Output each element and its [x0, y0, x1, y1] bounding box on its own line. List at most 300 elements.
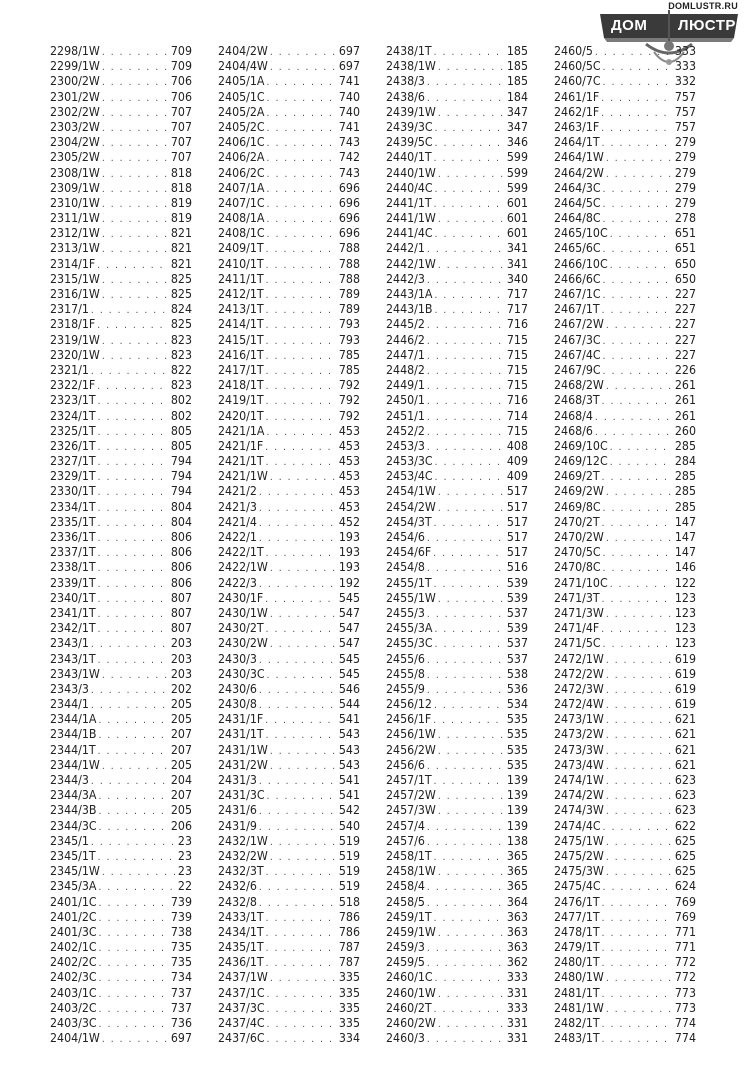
- index-entry: [554, 667, 696, 682]
- article-code: 2401/3C: [50, 924, 97, 939]
- index-entry: [554, 469, 696, 484]
- article-code: 2402/2C: [50, 955, 97, 970]
- index-entry: [554, 317, 696, 332]
- leader-dots: [427, 242, 505, 257]
- leader-dots: [259, 804, 337, 819]
- article-code: 2458/1T: [386, 848, 432, 863]
- index-entry: [386, 925, 528, 940]
- leader-dots: [602, 592, 673, 607]
- article-code: 2406/2A: [218, 150, 265, 165]
- page-number: 335: [338, 970, 360, 985]
- index-entry: [386, 758, 528, 773]
- page-number: 346: [506, 135, 528, 150]
- page-number: 821: [170, 226, 192, 241]
- index-entry: [50, 636, 192, 651]
- article-code: 2474/2W: [554, 788, 604, 803]
- article-code: 2406/2C: [218, 165, 265, 180]
- leader-dots: [603, 288, 673, 303]
- article-code: 2430/1W: [218, 605, 268, 620]
- index-entry: [554, 758, 696, 773]
- leader-dots: [427, 75, 505, 90]
- page-number: 789: [338, 302, 360, 317]
- index-entry: [50, 333, 192, 348]
- article-code: 2449/1: [386, 378, 425, 393]
- leader-dots: [267, 1002, 337, 1017]
- article-code: 2466/10C: [554, 256, 608, 271]
- article-code: 2446/2: [386, 332, 425, 347]
- article-code: 2480/1W: [554, 970, 604, 985]
- page-number: 543: [338, 757, 360, 772]
- index-entry: [218, 530, 360, 545]
- leader-dots: [266, 622, 337, 637]
- article-code: 2454/1W: [386, 484, 436, 499]
- leader-dots: [266, 410, 337, 425]
- article-code: 2431/3C: [218, 788, 265, 803]
- leader-dots: [610, 227, 673, 242]
- leader-dots: [427, 394, 505, 409]
- page-number: 543: [338, 727, 360, 742]
- article-code: 2404/2W: [218, 44, 268, 58]
- article-code: 2467/1C: [554, 287, 601, 301]
- page-number: 347: [506, 119, 528, 134]
- index-entry: [218, 439, 360, 454]
- index-entry: [218, 363, 360, 378]
- page-number: 787: [338, 940, 360, 955]
- article-code: 2475/3W: [554, 864, 604, 879]
- page-number: 204: [170, 773, 192, 787]
- page-number: 279: [674, 180, 696, 195]
- leader-dots: [259, 896, 337, 911]
- index-entry: [386, 211, 528, 226]
- index-entry: [554, 864, 696, 879]
- article-code: 2455/1T: [386, 575, 432, 590]
- index-entry: [386, 895, 528, 910]
- leader-dots: [98, 531, 169, 546]
- page-number: 203: [170, 666, 192, 681]
- leader-dots: [610, 258, 673, 273]
- article-code: 2437/3C: [218, 1000, 265, 1015]
- article-code: 2338/1T: [50, 560, 96, 575]
- index-entry: [386, 272, 528, 287]
- page-number: 735: [170, 940, 192, 955]
- index-entry: [554, 652, 696, 667]
- index-entry: [554, 166, 696, 181]
- article-code: 2435/1T: [218, 940, 264, 955]
- article-code: 2447/1: [386, 347, 425, 362]
- page-number: 23: [177, 864, 192, 879]
- index-entry: [386, 545, 528, 560]
- page-number: 757: [674, 119, 696, 134]
- index-entry: [50, 135, 192, 150]
- index-entry: [386, 181, 528, 196]
- index-entry: [218, 1001, 360, 1016]
- article-code: 2480/1T: [554, 955, 600, 970]
- leader-dots: [435, 971, 505, 986]
- leader-dots: [102, 288, 169, 303]
- index-entry: [386, 454, 528, 469]
- leader-dots: [427, 334, 505, 349]
- article-code: 2469/12C: [554, 454, 608, 469]
- index-entry: [554, 788, 696, 803]
- article-code: 2475/1W: [554, 833, 604, 848]
- page-number: 547: [338, 636, 360, 651]
- article-code: 2452/2: [386, 423, 425, 438]
- page-number: 516: [506, 560, 528, 575]
- leader-dots: [595, 425, 673, 440]
- page-number: 601: [506, 226, 528, 241]
- leader-dots: [435, 227, 505, 242]
- article-code: 2316/1W: [50, 287, 100, 301]
- leader-dots: [438, 744, 505, 759]
- article-code: 2475/2W: [554, 848, 604, 863]
- article-code: 2467/9C: [554, 362, 601, 377]
- index-entry: [554, 454, 696, 469]
- leader-dots: [602, 956, 673, 971]
- index-entry: [218, 621, 360, 636]
- page-number: 716: [506, 393, 528, 408]
- page-number: 519: [338, 848, 360, 863]
- page-number: 825: [170, 271, 192, 286]
- page-number: 138: [506, 833, 528, 848]
- index-entry: [554, 272, 696, 287]
- index-entry: [386, 90, 528, 105]
- leader-dots: [438, 212, 505, 227]
- page-number: 625: [674, 848, 696, 863]
- index-entry: [218, 196, 360, 211]
- page-number: 335: [338, 985, 360, 1000]
- page-number: 139: [506, 788, 528, 803]
- page-number: 279: [674, 195, 696, 210]
- article-code: 2323/1T: [50, 393, 96, 408]
- leader-dots: [601, 121, 673, 136]
- index-entry: [50, 317, 192, 332]
- index-entry: [386, 910, 528, 925]
- leader-dots: [427, 653, 505, 668]
- article-code: 2439/3C: [386, 119, 433, 134]
- article-code: 2421/4: [218, 514, 257, 529]
- page-number: 517: [506, 499, 528, 514]
- article-code: 2320/1W: [50, 347, 100, 362]
- leader-dots: [98, 607, 169, 622]
- index-entry: [50, 758, 192, 773]
- page-number: 227: [674, 332, 696, 347]
- index-entry: [554, 697, 696, 712]
- article-code: 2456/1F: [386, 712, 432, 727]
- page-number: 771: [674, 924, 696, 939]
- leader-dots: [602, 1032, 673, 1047]
- article-code: 2311/1W: [50, 211, 100, 226]
- index-entry: [50, 834, 192, 849]
- page-number: 621: [674, 727, 696, 742]
- leader-dots: [606, 850, 673, 865]
- index-entry: [386, 484, 528, 499]
- page-number: 278: [674, 211, 696, 226]
- index-entry: [218, 819, 360, 834]
- article-code: 2470/8C: [554, 560, 601, 575]
- article-code: 2438/6: [386, 89, 425, 104]
- leader-dots: [102, 60, 169, 75]
- index-entry: [50, 105, 192, 120]
- article-code: 2430/1F: [218, 590, 264, 605]
- leader-dots: [603, 212, 673, 227]
- article-code: 2450/1: [386, 393, 425, 408]
- leader-dots: [267, 789, 337, 804]
- article-code: 2309/1W: [50, 180, 100, 195]
- article-code: 2473/4W: [554, 757, 604, 772]
- article-code: 2298/1W: [50, 44, 100, 58]
- page-number: 769: [674, 894, 696, 909]
- index-entry: [386, 560, 528, 575]
- page-number: 806: [170, 545, 192, 560]
- article-code: 2431/1F: [218, 712, 264, 727]
- article-code: 2473/1W: [554, 712, 604, 727]
- page-number: 539: [506, 621, 528, 636]
- article-code: 2459/1W: [386, 924, 436, 939]
- article-code: 2405/1C: [218, 89, 265, 104]
- page-number: 739: [170, 909, 192, 924]
- article-code: 2411/1T: [218, 271, 264, 286]
- leader-dots: [99, 820, 169, 835]
- page-number: 773: [674, 985, 696, 1000]
- index-entry: [50, 910, 192, 925]
- leader-dots: [266, 379, 337, 394]
- leader-dots: [102, 668, 169, 683]
- leader-dots: [438, 106, 505, 121]
- index-entry: [50, 986, 192, 1001]
- leader-dots: [270, 60, 337, 75]
- page-number: 621: [674, 712, 696, 727]
- leader-dots: [427, 379, 505, 394]
- page-number: 536: [506, 681, 528, 696]
- article-code: 2483/1T: [554, 1031, 600, 1046]
- index-entry: [386, 166, 528, 181]
- index-entry: [218, 44, 360, 59]
- page-number: 185: [506, 59, 528, 74]
- leader-dots: [98, 744, 169, 759]
- article-code: 2473/3W: [554, 742, 604, 757]
- page-number: 823: [170, 378, 192, 393]
- article-code: 2344/1T: [50, 742, 96, 757]
- page-number: 139: [506, 773, 528, 787]
- index-entry: [218, 925, 360, 940]
- index-entry: [554, 636, 696, 651]
- leader-dots: [266, 151, 336, 166]
- leader-dots: [435, 455, 505, 470]
- article-code: 2322/1F: [50, 378, 96, 393]
- page-number: 285: [674, 499, 696, 514]
- page-number: 819: [170, 211, 192, 226]
- index-entry: [554, 803, 696, 818]
- index-entry: [50, 500, 192, 515]
- leader-dots: [438, 501, 505, 516]
- article-code: 2454/3T: [386, 514, 432, 529]
- page-number: 207: [170, 727, 192, 742]
- article-code: 2344/3A: [50, 788, 97, 803]
- article-code: 2437/1W: [218, 970, 268, 985]
- article-code: 2402/1C: [50, 940, 97, 955]
- index-entry: [386, 302, 528, 317]
- index-entry: [554, 834, 696, 849]
- article-code: 2453/3: [386, 438, 425, 453]
- article-code: 2401/1C: [50, 894, 97, 909]
- article-code: 2403/3C: [50, 1016, 97, 1030]
- page-number: 819: [170, 195, 192, 210]
- leader-dots: [606, 668, 673, 683]
- leader-dots: [266, 242, 337, 257]
- index-entry: [554, 970, 696, 985]
- article-code: 2344/3B: [50, 803, 97, 818]
- leader-dots: [602, 896, 673, 911]
- index-entry: [218, 591, 360, 606]
- article-code: 2421/1W: [218, 469, 268, 484]
- page-number: 331: [506, 985, 528, 1000]
- index-entry: [50, 970, 192, 985]
- index-entry: [386, 120, 528, 135]
- index-entry: [554, 105, 696, 120]
- page-number: 771: [674, 940, 696, 955]
- index-entry: [50, 181, 192, 196]
- leader-dots: [98, 713, 168, 728]
- index-entry: [554, 606, 696, 621]
- article-code: 2315/1W: [50, 271, 100, 286]
- page-number: 599: [506, 150, 528, 165]
- index-entry: [50, 166, 192, 181]
- index-entry: [218, 986, 360, 1001]
- leader-dots: [99, 1017, 169, 1032]
- index-entry: [50, 424, 192, 439]
- article-code: 2343/1: [50, 636, 89, 651]
- article-code: 2431/9: [218, 818, 257, 833]
- index-entry: [554, 484, 696, 499]
- leader-dots: [266, 334, 337, 349]
- leader-dots: [266, 212, 336, 227]
- leader-dots: [98, 577, 169, 592]
- index-entry: [554, 302, 696, 317]
- page-number: 123: [674, 590, 696, 605]
- page-number: 453: [338, 438, 360, 453]
- index-entry: [218, 378, 360, 393]
- article-code: 2462/1F: [554, 104, 600, 119]
- article-code: 2451/1: [386, 408, 425, 423]
- page-number: 333: [506, 1000, 528, 1015]
- index-entry: [554, 241, 696, 256]
- index-entry: [50, 849, 192, 864]
- article-code: 2474/4C: [554, 818, 601, 833]
- index-entry: [218, 864, 360, 879]
- leader-dots: [266, 318, 337, 333]
- article-code: 2303/2W: [50, 119, 100, 134]
- leader-dots: [267, 1017, 337, 1032]
- page-number: 347: [506, 104, 528, 119]
- leader-dots: [602, 136, 673, 151]
- page-number: 207: [170, 788, 192, 803]
- leader-dots: [438, 789, 505, 804]
- page-number: 697: [338, 59, 360, 74]
- page-number: 802: [170, 393, 192, 408]
- leader-dots: [603, 820, 673, 835]
- article-code: 2421/1A: [218, 423, 265, 438]
- article-code: 2437/1C: [218, 985, 265, 1000]
- index-entry: [386, 819, 528, 834]
- article-code: 2343/1T: [50, 651, 96, 666]
- article-code: 2471/3W: [554, 605, 604, 620]
- leader-dots: [606, 804, 673, 819]
- article-code: 2453/3C: [386, 454, 433, 469]
- article-code: 2454/6F: [386, 545, 432, 560]
- leader-dots: [603, 75, 673, 90]
- page-number: 794: [170, 469, 192, 484]
- leader-dots: [602, 470, 673, 485]
- article-code: 2460/7C: [554, 74, 601, 89]
- article-code: 2456/12: [386, 697, 432, 712]
- index-entry: [50, 955, 192, 970]
- leader-dots: [266, 941, 337, 956]
- page-number: 818: [170, 165, 192, 180]
- article-code: 2445/2: [386, 317, 425, 332]
- index-entry: [218, 1016, 360, 1031]
- index-entry: [218, 287, 360, 302]
- leader-dots: [102, 106, 169, 121]
- article-code: 2404/1W: [50, 1031, 100, 1046]
- article-code: 2430/6: [218, 681, 257, 696]
- leader-dots: [99, 728, 169, 743]
- index-entry: [386, 226, 528, 241]
- page-number: 717: [506, 287, 528, 301]
- leader-dots: [259, 485, 337, 500]
- article-code: 2345/1W: [50, 864, 100, 879]
- article-code: 2432/8: [218, 894, 257, 909]
- article-code: 2310/1W: [50, 195, 100, 210]
- leader-dots: [434, 288, 504, 303]
- page-number: 821: [170, 256, 192, 271]
- article-code: 2455/8: [386, 666, 425, 681]
- page-number: 341: [506, 241, 528, 256]
- leader-dots: [602, 941, 673, 956]
- index-entry: [386, 621, 528, 636]
- leader-dots: [267, 987, 337, 1002]
- index-entry: [386, 727, 528, 742]
- article-code: 2467/1T: [554, 302, 600, 317]
- page-number: 365: [506, 848, 528, 863]
- index-entry: [218, 697, 360, 712]
- article-code: 2469/2T: [554, 469, 600, 484]
- page-number: 285: [674, 484, 696, 499]
- leader-dots: [98, 485, 169, 500]
- leader-dots: [606, 865, 673, 880]
- page-number: 757: [674, 104, 696, 119]
- index-entry: [386, 393, 528, 408]
- page-number: 707: [170, 150, 192, 165]
- leader-dots: [259, 531, 337, 546]
- page-number: 279: [674, 165, 696, 180]
- article-code: 2330/1T: [50, 484, 96, 499]
- article-code: 2456/1W: [386, 727, 436, 742]
- index-entry: [554, 59, 696, 74]
- article-code: 2441/1T: [386, 195, 432, 210]
- index-entry: [50, 378, 192, 393]
- page-number: 787: [338, 955, 360, 970]
- page-number: 709: [170, 44, 192, 58]
- leader-dots: [270, 470, 337, 485]
- article-code: 2308/1W: [50, 165, 100, 180]
- leader-dots: [427, 835, 505, 850]
- leader-dots: [602, 987, 673, 1002]
- index-entry: [386, 712, 528, 727]
- page-number: 792: [338, 393, 360, 408]
- page-number: 623: [674, 773, 696, 787]
- leader-dots: [91, 364, 169, 379]
- article-code: 2412/1T: [218, 287, 264, 301]
